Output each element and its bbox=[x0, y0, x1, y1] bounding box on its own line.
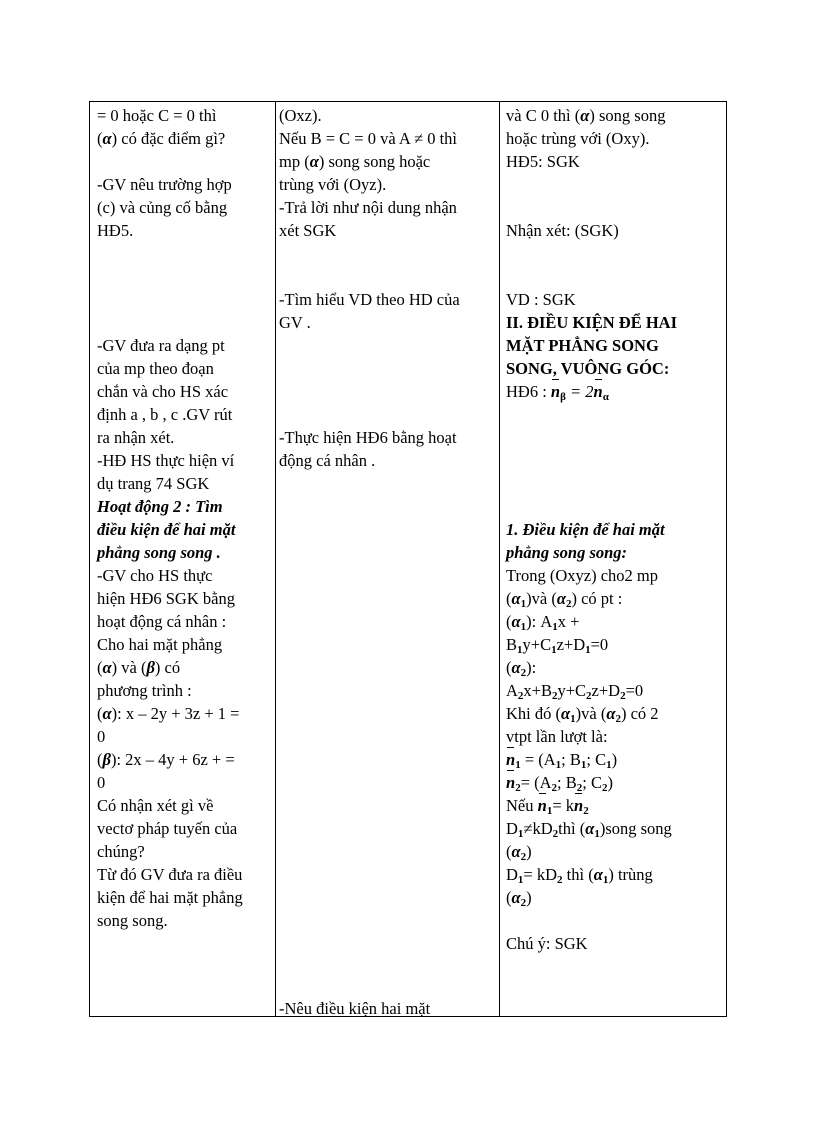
text-line: (c) và củng cố bằng bbox=[97, 198, 228, 217]
section-heading: MẶT PHẲNG SONG bbox=[506, 336, 659, 355]
formula-line: $D_1= kD_2$ thì $(\alpha_1)$ trùng bbox=[506, 865, 653, 886]
text-line: -Tìm hiểu VD theo HD của bbox=[279, 290, 460, 309]
text-line: mp (α) song song hoặc bbox=[279, 152, 431, 171]
text-line: dụ trang 74 SGK bbox=[97, 474, 210, 493]
section-heading: II. ĐIỀU KIỆN ĐỂ HAI bbox=[506, 313, 677, 332]
text-line: = 0 hoặc C = 0 thì bbox=[97, 106, 217, 125]
text-line: -GV đưa ra dạng pt bbox=[97, 336, 225, 355]
equation-line: (β): 2x – 4y + 6z + = bbox=[97, 750, 235, 769]
column-divider bbox=[275, 102, 276, 1016]
equation-line: $B_1y+C_1z+D_1=0$ bbox=[506, 635, 609, 656]
formula-line: $n_2= (A_2$; $B_2$; $C_2$) bbox=[506, 773, 613, 794]
text-line: của mp theo đoạn bbox=[97, 359, 214, 378]
equation-line: $A_2x+B_2y+C_2z+D_2=0$ bbox=[506, 681, 644, 702]
text-line: Nếu B = C = 0 và A ≠ 0 thì bbox=[279, 129, 458, 148]
text-line: -GV cho HS thực bbox=[97, 566, 213, 585]
equation-line: (α): x – 2y + 3z + 1 = bbox=[97, 704, 240, 723]
teacher-activity-column bbox=[97, 104, 273, 932]
text-line: VD : SGK bbox=[506, 290, 576, 309]
column-divider bbox=[499, 102, 500, 1016]
text-line: vectơ pháp tuyến của bbox=[97, 819, 238, 838]
lesson-table bbox=[89, 101, 727, 1017]
text-line: định a , b , c .GV rút bbox=[97, 405, 233, 424]
text-line: 0 bbox=[97, 773, 106, 792]
text-line: ra nhận xét. bbox=[97, 428, 175, 447]
text-line: 0 bbox=[97, 727, 106, 746]
equation-line: $(\alpha_2)$: bbox=[506, 658, 537, 679]
text-line: phương trình : bbox=[97, 681, 192, 700]
text-line: GV . bbox=[279, 313, 311, 332]
formula-line: Nếu $n_1= kn_2$ bbox=[506, 796, 589, 817]
text-line: Chú ý: SGK bbox=[506, 934, 588, 953]
text-line: -GV nêu trường hợp bbox=[97, 175, 232, 194]
text-line: hiện HĐ6 SGK bằng bbox=[97, 589, 235, 608]
text-line: -HĐ HS thực hiện ví bbox=[97, 451, 235, 470]
text-line: trùng với (Oyz). bbox=[279, 175, 387, 194]
text-line: Cho hai mặt phẳng bbox=[97, 635, 223, 654]
formula-line: $D_1\ne kD_2thì$ $(\alpha_1)song$ song bbox=[506, 819, 672, 840]
text-line: Khi đó $(\alpha_1)và$ $(\alpha_2)$ có 2 bbox=[506, 704, 659, 725]
text-line: Nhận xét: (SGK) bbox=[506, 221, 619, 240]
section-heading: SONG, VUÔNG GÓC: bbox=[506, 359, 670, 378]
lesson-content-column bbox=[506, 104, 726, 955]
formula-line: HĐ6 : $n_\beta = 2n_\alpha$ bbox=[506, 382, 609, 403]
text-line: Trong (Oxyz) cho2 mp bbox=[506, 566, 659, 585]
subsection-heading: 1. Điều kiện để hai mặt bbox=[506, 520, 665, 539]
equation-line: $(\alpha_1)$: $A_1x$ + bbox=[506, 612, 580, 633]
activity-heading: phẳng song song . bbox=[97, 543, 221, 562]
formula-line: $n_1 = (A_1$; $B_1$; $C_1$) bbox=[506, 750, 618, 771]
text-line: xét SGK bbox=[279, 221, 337, 240]
text-line: HĐ5. bbox=[97, 221, 134, 240]
text-line: hoạt động cá nhân : bbox=[97, 612, 227, 631]
text-line: song song. bbox=[97, 911, 168, 930]
text-line: chúng? bbox=[97, 842, 145, 861]
text-line: Từ đó GV đưa ra điều bbox=[97, 865, 243, 884]
subsection-heading: phẳng song song: bbox=[506, 543, 628, 562]
text-line: vtpt lần lượt là: bbox=[506, 727, 608, 746]
activity-heading: điều kiện để hai mặt bbox=[97, 520, 236, 539]
text-line: (Oxz). bbox=[279, 106, 322, 125]
activity-heading: Hoạt động 2 : Tìm bbox=[97, 497, 223, 516]
student-activity-column bbox=[279, 104, 497, 1018]
formula-line: $(\alpha_2)$ bbox=[506, 842, 532, 863]
text-line: $(\alpha_1)và$ $(\alpha_2)$ có pt : bbox=[506, 589, 623, 610]
text-line: Có nhận xét gì về bbox=[97, 796, 214, 815]
text-line: -Thực hiện HĐ6 bằng hoạt bbox=[279, 428, 457, 447]
text-line: kiện để hai mặt phẳng bbox=[97, 888, 243, 907]
text-line: hoặc trùng với (Oxy). bbox=[506, 129, 650, 148]
text-line: (α) có đặc điểm gì? bbox=[97, 129, 226, 148]
text-line: -Trả lời như nội dung nhận bbox=[279, 198, 457, 217]
formula-line: $(\alpha_2)$ bbox=[506, 888, 532, 909]
text-line: động cá nhân . bbox=[279, 451, 376, 470]
text-line: chắn và cho HS xác bbox=[97, 382, 229, 401]
text-line: và C 0 thì (α) song song bbox=[506, 106, 666, 125]
text-line: HĐ5: SGK bbox=[506, 152, 580, 171]
text-line: -Nêu điều kiện hai mặt bbox=[279, 999, 431, 1018]
text-line: (α) và (β) có bbox=[97, 658, 181, 677]
